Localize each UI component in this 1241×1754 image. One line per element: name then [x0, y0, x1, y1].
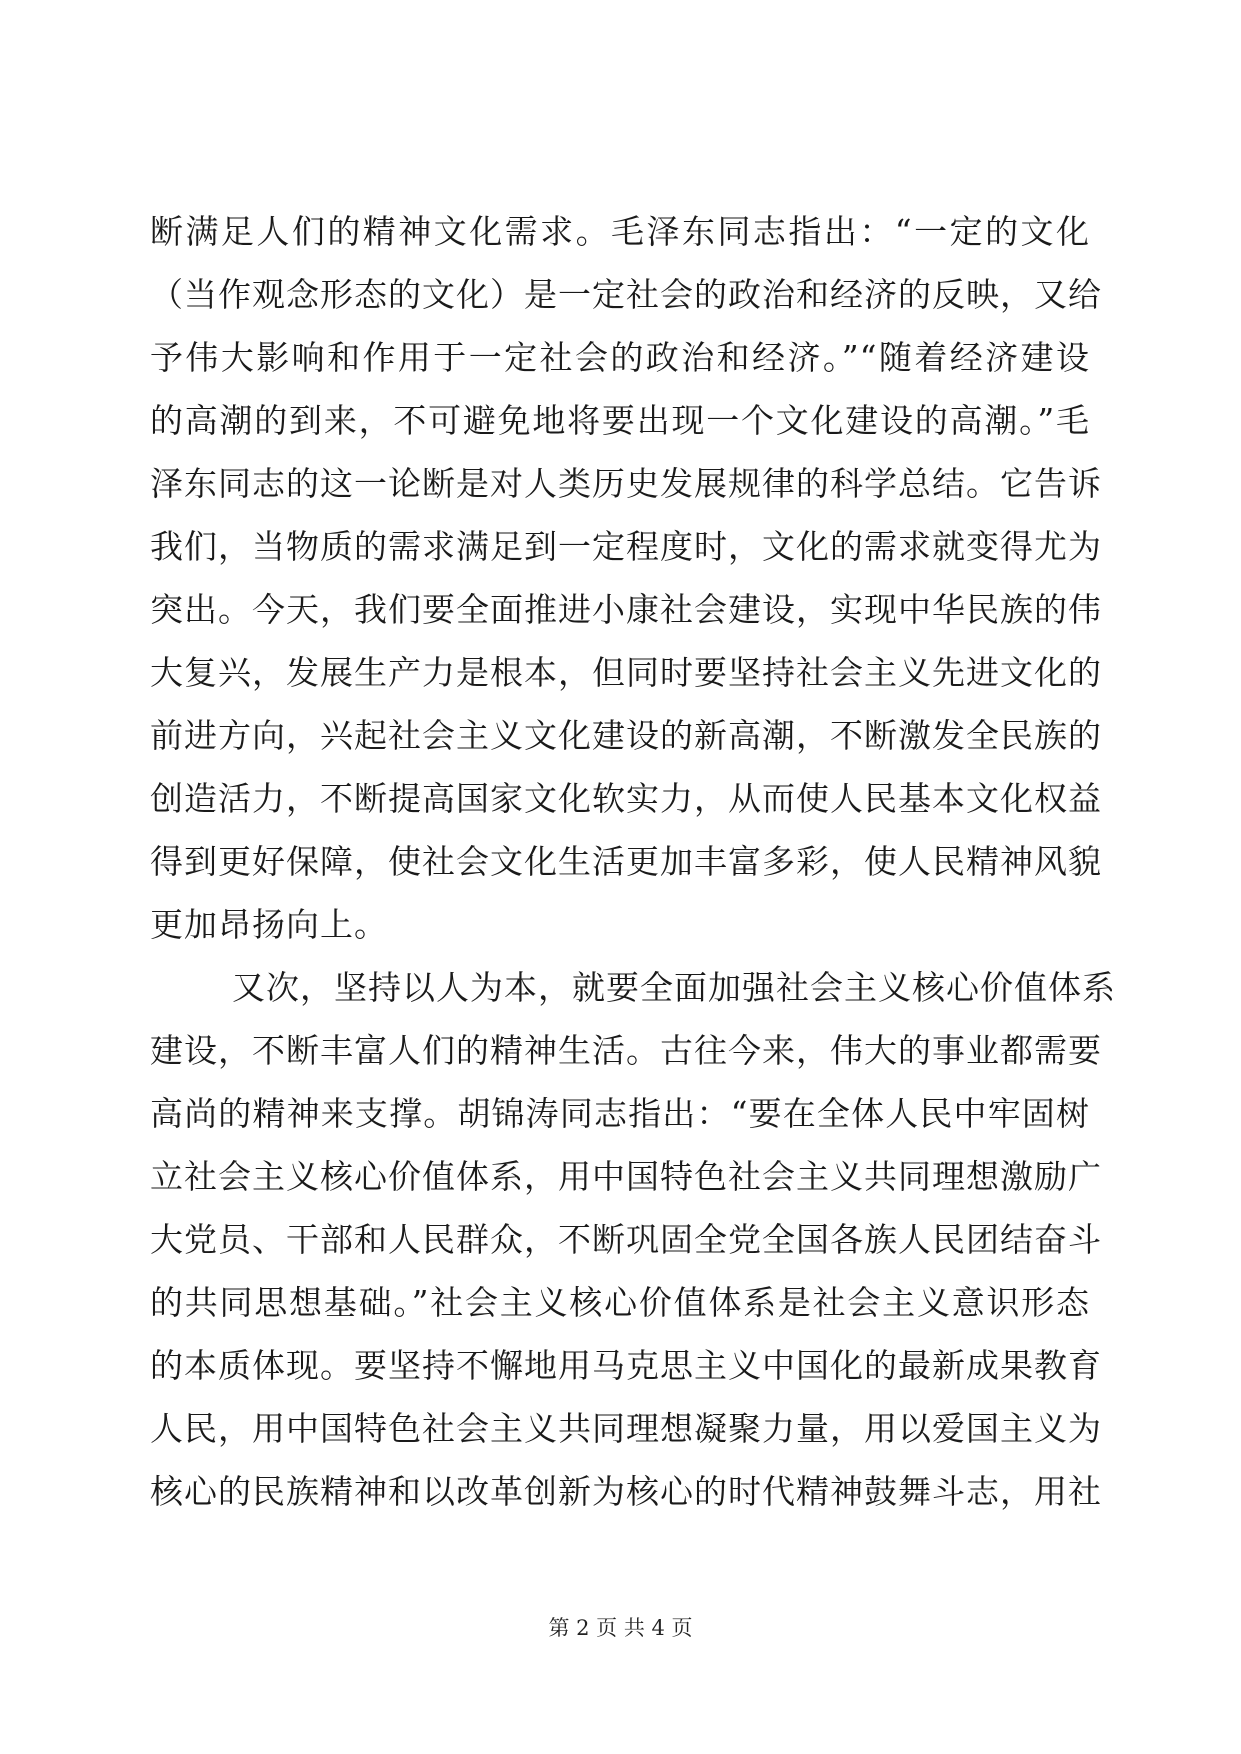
- text-line: 断满足人们的精神文化需求。毛泽东同志指出：“一定的文化: [150, 212, 1090, 251]
- text-line: 人民，用中国特色社会主义共同理想凝聚力量，用以爱国主义为: [150, 1409, 1102, 1448]
- text-line: 建设，不断丰富人们的精神生活。古往今来，伟大的事业都需要: [150, 1031, 1102, 1070]
- text-line: 创造活力，不断提高国家文化软实力，从而使人民基本文化权益: [150, 779, 1102, 818]
- text-line: 立社会主义核心价值体系，用中国特色社会主义共同理想激励广: [150, 1157, 1102, 1196]
- text-line: 泽东同志的这一论断是对人类历史发展规律的科学总结。它告诉: [150, 464, 1102, 503]
- page-number-footer: 第 2 页 共 4 页: [548, 1616, 693, 1640]
- text-line: 核心的民族精神和以改革创新为核心的时代精神鼓舞斗志，用社: [150, 1472, 1102, 1511]
- text-line: （当作观念形态的文化）是一定社会的政治和经济的反映，又给: [150, 275, 1102, 314]
- text-line: 突出。今天，我们要全面推进小康社会建设，实现中华民族的伟: [150, 590, 1102, 629]
- text-line: 高尚的精神来支撑。胡锦涛同志指出：“要在全体人民中牢固树: [150, 1094, 1090, 1133]
- text-line: 更加昂扬向上。: [150, 905, 388, 944]
- paragraph-first-line: 又次，坚持以人为本，就要全面加强社会主义核心价值体系: [232, 968, 1116, 1007]
- text-line: 我们，当物质的需求满足到一定程度时，文化的需求就变得尤为: [150, 527, 1102, 566]
- text-line: 的共同思想基础。”社会主义核心价值体系是社会主义意识形态: [150, 1283, 1090, 1322]
- text-line: 前进方向，兴起社会主义文化建设的新高潮，不断激发全民族的: [150, 716, 1102, 755]
- text-line: 大党员、干部和人民群众，不断巩固全党全国各族人民团结奋斗: [150, 1220, 1102, 1259]
- text-line: 予伟大影响和作用于一定社会的政治和经济。”“随着经济建设: [150, 338, 1090, 377]
- text-line: 得到更好保障，使社会文化生活更加丰富多彩，使人民精神风貌: [150, 842, 1102, 881]
- text-line: 大复兴，发展生产力是根本，但同时要坚持社会主义先进文化的: [150, 653, 1102, 692]
- text-line: 的高潮的到来，不可避免地将要出现一个文化建设的高潮。”毛: [150, 401, 1090, 440]
- text-line: 的本质体现。要坚持不懈地用马克思主义中国化的最新成果教育: [150, 1346, 1102, 1385]
